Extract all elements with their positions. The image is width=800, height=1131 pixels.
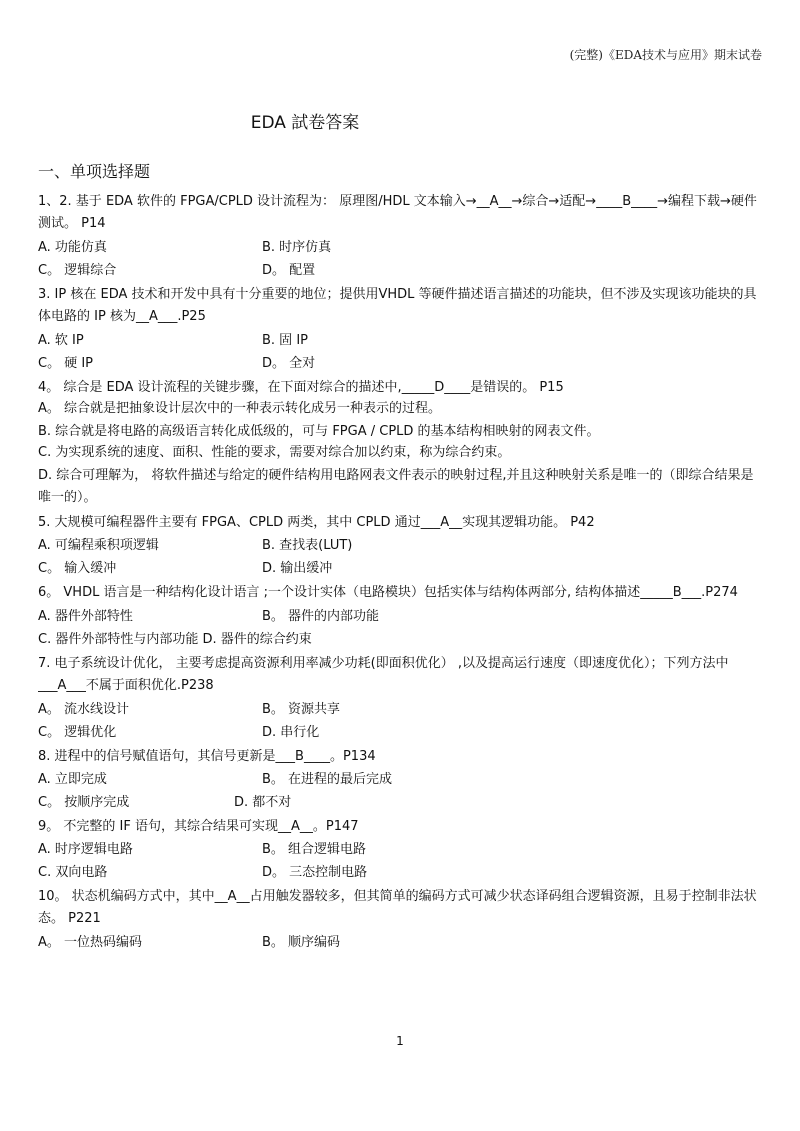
option-c-d: C. 器件外部特性与内部功能 D. 器件的综合约束 bbox=[38, 632, 312, 647]
option-row bbox=[38, 535, 764, 556]
option-row bbox=[38, 260, 764, 281]
option-d: D. 输出缓冲 bbox=[262, 561, 333, 576]
option-row bbox=[38, 353, 764, 374]
statement-a: A。 综合就是把抽象设计层次中的一种表示转化成另一种表示的过程。 bbox=[38, 401, 442, 416]
question-4 bbox=[38, 377, 764, 509]
question-text: 9。 不完整的 IF 语句，其综合结果可实现__A__。P147 bbox=[38, 819, 359, 834]
option-d: D. 都不对 bbox=[234, 795, 292, 810]
question-8 bbox=[38, 746, 764, 813]
option-row bbox=[38, 237, 764, 258]
question-1-2 bbox=[38, 191, 764, 281]
option-a: A. 功能仿真 bbox=[38, 240, 107, 255]
option-a: A. 时序逻辑电路 bbox=[38, 842, 133, 857]
option-a: A. 可编程乘积项逻辑 bbox=[38, 538, 159, 553]
question-text: 7. 电子系统设计优化， 主要考虑提高资源利用率减少功耗(即面积优化） ,以及提高运行速度（即速度优化）；下列方法中___A___不属于面积优化.P238 bbox=[38, 656, 729, 693]
option-b: B。 在进程的最后完成 bbox=[262, 772, 393, 787]
question-list bbox=[38, 188, 764, 955]
statement-b: B. 综合就是将电路的高级语言转化成低级的，可与 FPGA / CPLD 的基本结构相映射的网表文件。 bbox=[38, 424, 600, 439]
option-d: D。 全对 bbox=[262, 356, 316, 371]
option-c: C。 逻辑综合 bbox=[38, 263, 117, 278]
statement-c: C. 为实现系统的速度、面积、性能的要求，需要对综合加以约束，称为综合约束。 bbox=[38, 445, 511, 460]
option-c: C。 硬 IP bbox=[38, 356, 94, 371]
option-c: C。 按顺序完成 bbox=[38, 795, 130, 810]
option-c: C. 双向电路 bbox=[38, 865, 108, 880]
option-b: B。 器件的内部功能 bbox=[262, 609, 380, 624]
option-b: B。 组合逻辑电路 bbox=[262, 842, 367, 857]
option-a: A。 流水线设计 bbox=[38, 702, 130, 717]
option-c: C。 逻辑优化 bbox=[38, 725, 117, 740]
question-text: 1、2. 基于 EDA 软件的 FPGA/CPLD 设计流程为： 原理图/HDL 文本输入→__A__→综合→适配→____B____→编程下载→硬件测试。 P14 bbox=[38, 194, 757, 231]
option-row bbox=[38, 792, 764, 813]
question-text: 4。 综合是 EDA 设计流程的关键步骤，在下面对综合的描述中,_____D____是错误的。 P15 bbox=[38, 380, 564, 395]
question-5 bbox=[38, 512, 764, 579]
option-row bbox=[38, 330, 764, 351]
question-text: 3. IP 核在 EDA 技术和开发中具有十分重要的地位；提供用VHDL 等硬件描述语言描述的功能块，但不涉及实现该功能块的具体电路的 IP 核为__A___.P25 bbox=[38, 287, 757, 324]
option-c: C。 输入缓冲 bbox=[38, 561, 117, 576]
option-row bbox=[38, 558, 764, 579]
option-b: B. 固 IP bbox=[262, 333, 308, 348]
option-d: D。 三态控制电路 bbox=[262, 865, 368, 880]
question-9 bbox=[38, 816, 764, 883]
option-row bbox=[38, 932, 764, 953]
statement-d: D. 综合可理解为， 将软件描述与给定的硬件结构用电路网表文件表示的映射过程,并且这种映射关系是唯一的（即综合结果是唯一的）。 bbox=[38, 468, 754, 505]
question-10 bbox=[38, 886, 764, 953]
option-row bbox=[38, 699, 764, 720]
option-d: D. 串行化 bbox=[262, 725, 320, 740]
option-b: B。 顺序编码 bbox=[262, 935, 341, 950]
question-3 bbox=[38, 284, 764, 374]
page-header: (完整)《EDA技术与应用》期末试卷 bbox=[569, 48, 762, 62]
page-number: 1 bbox=[396, 1034, 404, 1048]
option-row bbox=[38, 769, 764, 790]
option-b: B. 时序仿真 bbox=[262, 240, 332, 255]
option-a: A. 立即完成 bbox=[38, 772, 107, 787]
option-a: A. 软 IP bbox=[38, 333, 84, 348]
option-a: A。 一位热码编码 bbox=[38, 935, 143, 950]
option-d: D。 配置 bbox=[262, 263, 316, 278]
option-row bbox=[38, 722, 764, 743]
question-6 bbox=[38, 582, 764, 650]
option-row bbox=[38, 606, 764, 627]
option-a: A. 器件外部特性 bbox=[38, 609, 133, 624]
option-b: B. 查找表(LUT) bbox=[262, 538, 353, 553]
option-b: B。 资源共享 bbox=[262, 702, 341, 717]
question-text: 10。 状态机编码方式中，其中__A__占用触发器较多，但其简单的编码方式可减少状态译码组合逻辑资源，且易于控制非法状态。 P221 bbox=[38, 889, 757, 926]
question-7 bbox=[38, 653, 764, 743]
question-text: 6。 VHDL 语言是一种结构化设计语言 ;一个设计实体（电路模块）包括实体与结构体两部分, 结构体描述_____B___.P274 bbox=[38, 585, 738, 600]
option-row bbox=[38, 862, 764, 883]
document-title: EDA 試卷答案 bbox=[250, 113, 360, 133]
option-row bbox=[38, 839, 764, 860]
section-heading: 一、单项选择题 bbox=[38, 162, 151, 181]
question-text: 8. 进程中的信号赋值语句，其信号更新是___B____。P134 bbox=[38, 749, 376, 764]
question-text: 5. 大规模可编程器件主要有 FPGA、CPLD 两类，其中 CPLD 通过___A__实现其逻辑功能。 P42 bbox=[38, 515, 595, 530]
